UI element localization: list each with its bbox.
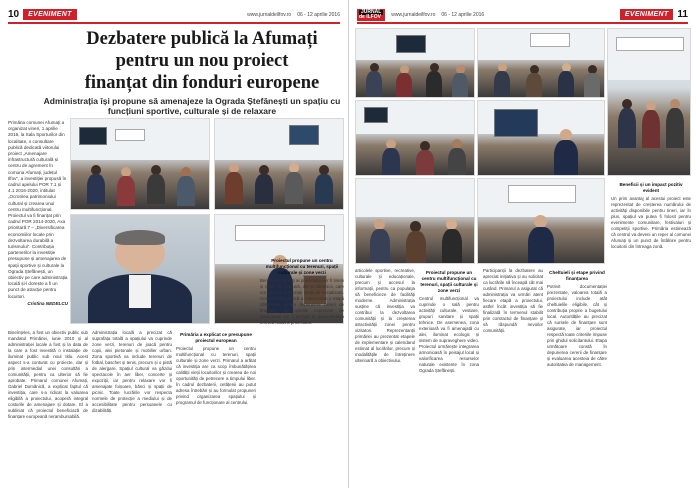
article-headline [62, 28, 342, 94]
header-rule [357, 22, 688, 24]
right-page-header [357, 8, 688, 21]
right-col4-text: Potrivit documentației prezentate, valoarea totală a proiectului include atât cheltuielile eligibile, cât și contribuția proprie a bugetului local. Autoritățile au precizat că sursele de finanțare sunt asigurate, iar proiectul respectă toate criteriile impuse prin ghidul solicitantului. Etapa următoare constă în depunerea cererii de finanțare și evaluarea acesteia de către autoritatea de management. [547, 284, 607, 367]
site-url[interactable]: www.jurnaldeilfov.ro [391, 11, 436, 18]
photo-club-banner [477, 178, 605, 264]
left-column-4 [260, 256, 344, 482]
issue-date: 06 - 12 aprilie 2016 [297, 11, 340, 18]
page-number: 11 [677, 9, 688, 20]
photo-mayor [70, 214, 210, 324]
right-column-5 [611, 180, 691, 482]
right-col5-text: Un prim avantaj al acestui proiect este reprezentat de creșterea numărului de activități disponibile pentru tineri, iar în plus, spațiul va putea fi folosit pentru evenimente comunitare, festivaluri și competiții sportive. Primăria estimează că centrul va deveni un reper al comunei Afumați și un punct de întâlnire pentru locuitorii din întreaga zonă. [611, 196, 691, 249]
newspaper-logo: JURNAL de ILFOV [357, 9, 385, 21]
lead-text: Primăria comunei Afumați a organizat vineri, 1 aprilie 2016, la Sala Sporturilor din localitate, o consultare publică dedicată viitorului proiect „Amenajare infrastructură culturală și centru de agrement în comuna Afumați, județul Ilfov", a investiției propusă în cadrul apelului POR 7.1 și 4.1 2016-2020, intitulat „Ocrotirea patrimoniului cultural și crearea unui centru multifuncțional. Proiectul va fi finanțat prin cadrul POR 2014-2020, Axa prioritară 7 – „Diversificarea economiilor locale prin dezvoltarea durabilă a turismului". Contribuția partenerilor la investiție presupune și amenajarea de spații sportive și culturale la Ograda Ștefănești, un obiectiv pe care administrația locală și-l dorește a fi un punct de atracție pentru locuitori. [8, 120, 68, 299]
left-column-3 [176, 330, 256, 482]
right-col1-text: articolele sportive, recreative, culturale și educaționale, precum și accesul la informații, pentru ca populația să beneficieze de facilități moderne. Administrația susține că investiția va contribui la dezvoltarea comunității și la creșterea atractivității zonei pentru vizitatori. Reprezentanții primăriei au prezentat etapele de implementare și calendarul estimat al lucrărilor, precum și modalitățile de întreținere ulterioară a obiectivului. [355, 268, 415, 363]
article-subhead: Administrația își propune să amenajeze la Ograda Ștefănești un spațiu cu funcțiuni sportive, culturale și de relaxare [43, 96, 341, 116]
headline-line-2: pentru un nou proiect [115, 51, 289, 71]
right-column-2 [419, 268, 479, 482]
photo-presentation-screen [477, 100, 605, 176]
headline-line-3: finanțat din fonduri europene [84, 73, 320, 93]
right-column-4 [547, 268, 607, 482]
left-col1-text: Bineînțeles, a fost un obiectiv public sub mandatul Primăriei, iunie 2010 și al administrației locale a fost și la data de la care a fost investită o instalație de iluminat public sub noul titlu. Acest aspect s-a conturat cu proiecte, dar și prin intermediul unei consultări a comunității, pentru ca ulterior să fie aprobate. Primarul comunei Afumați, Gabriel Dumănică, a explicat faptul că investiția, care s-a ridicat la valoarea eligibilă a proiectului, acoperă integral costurile de amenajare și dotare. El a subliniat că proiectul beneficiază de finanțare europeană nerambursabilă. [8, 330, 88, 419]
article-lead [8, 120, 68, 307]
headline-line-1: Dezbatere publică la Afumați [86, 29, 318, 49]
header-rule [8, 22, 340, 24]
right-subtitle-c: Proiectul propune un centru multifuncțional cu terenuri, spații culturale și zone verzi [420, 270, 478, 293]
photo-audience [70, 118, 210, 210]
photo-participants [214, 118, 344, 210]
left-col4-text: Beneficiarii direcți ai proiectului vor fi tinerii și copiii din comună, dar și vârstnicii, care vor avea la dispoziție spații de socializare. Consultarea publică a reprezentat o etapă obligatorie pentru depunerea cererii de finanțare, iar opiniile exprimate de participanți vor fi incluse în documentația tehnică finală a proiectului. [260, 278, 344, 325]
left-subtitle-b: Proiectul propune un centru multifuncțional cu terenuri, spații culturale și zone verzi [265, 258, 339, 275]
section-tag: EVENIMENT [23, 9, 77, 20]
left-column-1 [8, 330, 88, 482]
right-subtitle-e: Beneficii și un impact pozitiv evident [619, 182, 683, 193]
right-column-1 [355, 268, 415, 482]
issue-date: 06 - 12 aprilie 2016 [441, 11, 485, 18]
article-author: Cristina NEDELCU [27, 300, 68, 306]
site-url[interactable]: www.jurnaldeilfov.ro [247, 11, 292, 18]
photo-hall-front [477, 28, 605, 98]
left-col2-text: Administrația locală a precizat că suprafața totală a spațiului va cuprinde zone verzi, terenuri de joacă pentru copii, alei pietonale și mobilier urban. Zona sportivă va include terenuri de fotbal, baschet și tenis, precum și o pistă de alergare. Spațiul cultural va găzdui spectacole în aer liber, concerte și expoziții, iar pentru relaxare vor fi amenajate foișoare, bănci și spații de picnic. Toate lucrările vor respecta normele de protecție a mediului și de accesibilitate pentru persoanele cu dizabilități. [92, 330, 172, 413]
right-subtitle-d: Cheltuieli și etape privind finanțarea [549, 270, 605, 281]
page-number: 10 [8, 9, 20, 20]
left-col3-text: Proiectul propune un centru multifuncțional cu terenuri, spații culturale și zone verzi. Primarul a arătat că investiția are ca scop îmbunătățirea calității vieții locuitorilor și crearea de noi oportunități de petrecere a timpului liber. În cadrul dezbaterii, cetățenii au putut adresa întrebări și au formulat propuneri privind organizarea spațiului și programul de funcționare al centrului. [176, 346, 256, 405]
right-col2-text: Centrul multifuncțional va cuprinde o sală pentru activități culturale, vestiare, grupuri sanitare și spații tehnice. De asemenea, zona exterioară va fi amenajată cu alei, iluminat ecologic și sistem de supraveghere video. Proiectul urmărește integrarea armonioasă în peisajul local și valorificarea resurselor naturale existente în zona Ograda Ștefănești. [419, 296, 479, 373]
photo-sports-hall [607, 28, 691, 176]
right-column-3 [483, 268, 543, 482]
left-column-2 [92, 330, 172, 482]
photo-attendees [355, 178, 475, 264]
photo-audience-seated [355, 100, 475, 176]
photo-hall-wide [355, 28, 475, 98]
right-page [348, 0, 696, 488]
left-page-header [8, 8, 340, 21]
left-subtitle-a: Primăria a explicat ce presupune proiectul european [180, 332, 252, 343]
right-col3-text: Participanții la dezbatere au apreciat inițiativa și au solicitat ca lucrările să înceapă cât mai curând. Primarul a asigurat că administrația va urmări atent fiecare etapă a proiectului, astfel încât investiția să fie finalizată în termenul stabilit prin contractul de finanțare și să răspundă nevoilor comunității. [483, 268, 543, 333]
section-tag: EVENIMENT [620, 9, 674, 20]
